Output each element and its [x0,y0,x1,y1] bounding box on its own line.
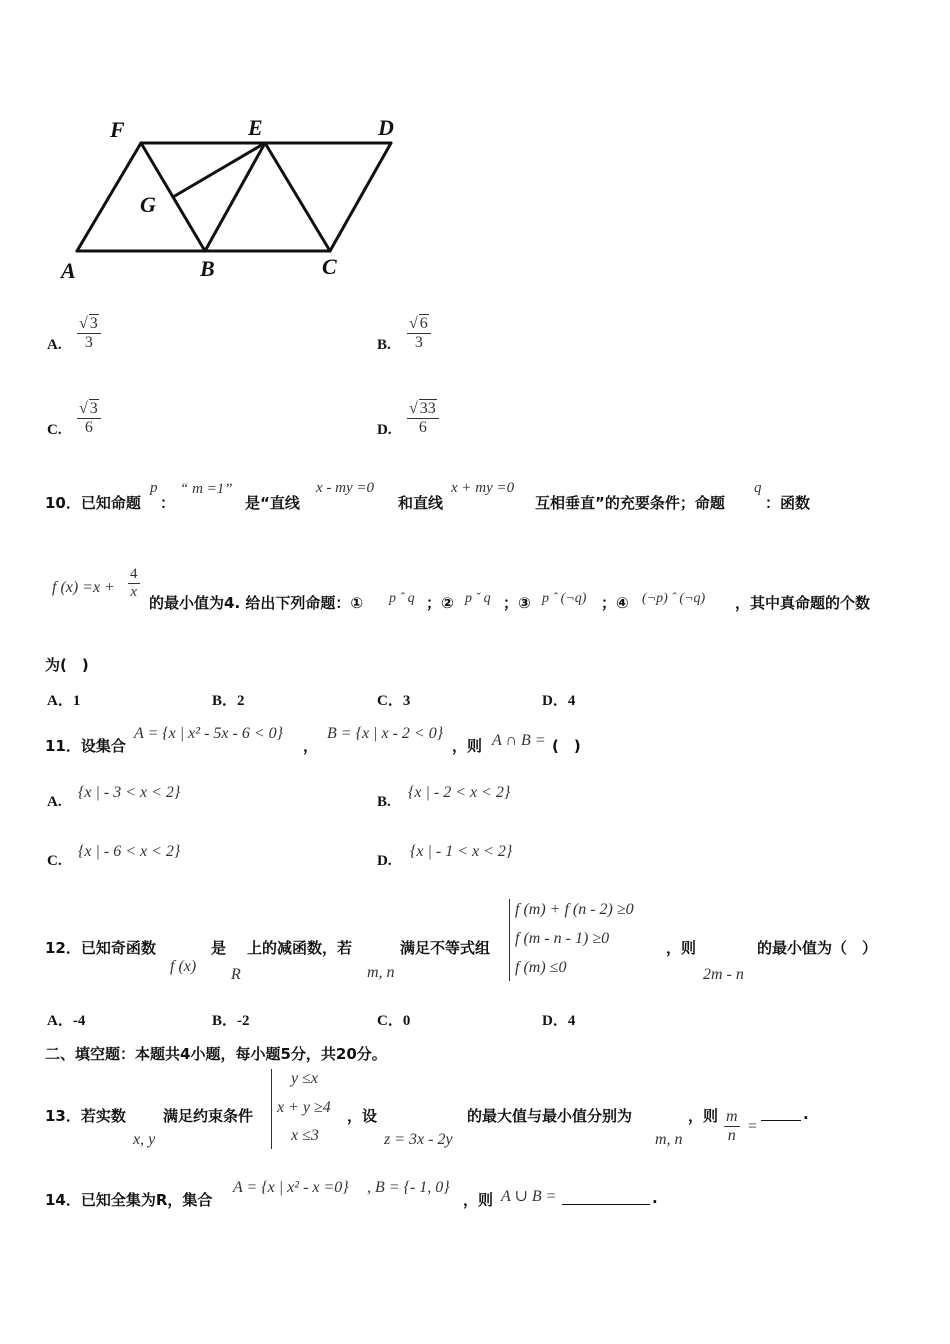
label-D: D [378,115,394,140]
q13-system-brace [271,1069,272,1149]
q14-set-b: , B = {- 1, 0} [367,1179,450,1196]
q9-option-b-fraction: $\frac{√ 6}{3}$ [407,314,431,352]
label-A: A [61,258,76,283]
label-E: E [248,115,263,140]
q11-paren: ( ) [552,737,581,755]
q10-fx: f (x) =x + [52,579,115,596]
q11-option-b-label: B. [377,794,391,810]
q10-option-c: C．3 [377,693,411,709]
q12-option-b: B．-2 [212,1013,250,1029]
q10-line1: x - my =0 [316,480,375,496]
q11-set-b: B = {x | x - 2 < 0} [327,725,444,742]
q9-option-c-fraction: $\frac{√ 3}{6}$ [77,399,101,437]
q10-sep2: ；③ [503,594,531,612]
segment-EC [265,143,330,251]
q9-option-d-fraction: $\frac{√ 33}{6}$ [407,399,439,437]
q11-set-a: A = {x | x² - 5x - 6 < 0} [134,725,284,742]
q10-text6: ，其中真命题的个数 [735,594,871,612]
q13-ineq-1: y ≤x [291,1070,318,1087]
q12-text1: 是 [211,939,227,957]
q10-option-b: B．2 [212,693,245,709]
q10-frac-den: x [128,583,140,601]
label-B: B [200,256,215,281]
q10-text4: ：函数 [765,494,811,512]
q13-xy: x, y [133,1131,156,1148]
q13-mn: m, n [655,1131,683,1148]
q11-comma: ， [303,737,319,755]
q9-d-den: 6 [407,418,439,437]
q11-option-d-value: {x | - 1 < x < 2} [410,843,513,860]
q10-colon: ： [160,494,176,512]
q9-b-den: 3 [407,333,431,352]
q10-fraction [128,566,140,601]
q10-text7: 为( ) [45,656,89,674]
q10-option-a: A．1 [47,693,81,709]
label-G: G [140,192,156,217]
q9-b-radicand: 6 [419,315,428,332]
q12-option-c: C．0 [377,1013,411,1029]
q14-expr: A ∪ B = [501,1188,557,1205]
q13-eq: = [748,1118,758,1135]
section-title: 二、填空题：本题共4小题，每小题5分，共20分。 [45,1045,387,1063]
q9-c-radicand: 3 [89,400,98,417]
q12-text3: 满足不等式组 [400,939,491,957]
q14-end: . [652,1189,658,1207]
q11-then: ，则 [452,737,483,755]
q12-option-a: A．-4 [47,1013,86,1029]
q10-quote-m: “ m =1” [180,481,233,497]
q12-ineq-1: f (m) + f (n - 2) ≥0 [515,901,634,918]
q10-text2: 和直线 [398,494,444,512]
q11-prefix: 11．设集合 [45,737,126,755]
q13-fraction [724,1108,740,1145]
geometry-figure [55,110,425,290]
q10-p: p [150,480,158,496]
q12-ineq-2: f (m - n - 1) ≥0 [515,930,610,947]
q11-option-d-label: D. [377,853,392,869]
q9-option-c-label: C. [47,422,62,438]
label-F: F [110,117,125,142]
q9-option-d-label: D. [377,422,392,438]
q13-frac-den: n [724,1126,740,1145]
q9-c-den: 6 [77,418,101,437]
q11-option-a-value: {x | - 3 < x < 2} [78,784,181,801]
segment-DC [330,143,391,251]
q14-prefix: 14．已知全集为R，集合 [45,1191,213,1209]
q12-mn: m, n [367,964,395,981]
q11-option-a-label: A. [47,794,62,810]
q9-d-radicand: 33 [419,400,436,417]
q10-prop4: (¬p) ˆ (¬q) [642,591,706,606]
q10-frac-num: 4 [130,566,138,582]
q12-system-brace [509,899,510,981]
q12-ineq-3: f (m) ≤0 [515,959,567,976]
q10-sep3: ；④ [601,594,629,612]
q12-text4: ，则 [666,939,697,957]
q10-prop1: p ˆ q [389,591,415,606]
q12-fx: f (x) [170,958,197,975]
q9-a-radicand: 3 [89,315,98,332]
q13-text2: ，设 [347,1107,378,1125]
segment-AF [77,143,141,251]
q14-then: ，则 [463,1191,494,1209]
q10-text5: 的最小值为4. 给出下列命题：① [149,594,364,612]
q10-text1: 是“直线 [245,494,300,512]
q9-a-den: 3 [77,333,101,352]
q11-option-c-label: C. [47,853,62,869]
q12-text2: 上的减函数，若 [247,939,353,957]
q9-option-a-label: A. [47,337,62,353]
q14-set-a: A = {x | x² - x =0} [233,1179,349,1196]
q12-expr: 2m - n [703,966,744,983]
q14-answer-blank[interactable] [562,1187,650,1205]
q13-end: . [803,1105,809,1123]
q12-prefix: 12．已知奇函数 [45,939,156,957]
q11-expr: A ∩ B = [492,732,546,749]
q10-prop3: p ˆ (¬q) [542,591,587,606]
q13-frac-num: m [726,1108,738,1125]
label-C: C [322,254,337,279]
q13-ineq-3: x ≤3 [291,1127,319,1144]
q13-text4: ，则 [688,1107,719,1125]
q9-option-a-fraction: $\frac{√ 3}{3}$ [77,314,101,352]
q13-prefix: 13．若实数 [45,1107,126,1125]
q9-option-b-label: B. [377,337,391,353]
q11-option-c-value: {x | - 6 < x < 2} [78,843,181,860]
q13-ineq-2: x + y ≥4 [277,1099,331,1116]
q13-text3: 的最大值与最小值分别为 [467,1107,633,1125]
q12-option-d: D．4 [542,1013,576,1029]
q12-text5: 的最小值为（ ） [757,939,878,957]
q10-text3: 互相垂直”的充要条件；命题 [535,494,725,512]
q10-prefix: 10．已知命题 [45,494,141,512]
q11-option-b-value: {x | - 2 < x < 2} [408,784,511,801]
q10-option-d: D．4 [542,693,576,709]
q13-z: z = 3x - 2y [384,1131,453,1148]
q12-R: R [231,966,241,983]
q10-q: q [754,480,762,496]
q10-sep1: ；② [426,594,454,612]
q13-answer-blank[interactable] [761,1103,801,1121]
q10-line2: x + my =0 [451,480,515,496]
q13-text1: 满足约束条件 [163,1107,254,1125]
q10-prop2: p ˇ q [465,591,491,606]
